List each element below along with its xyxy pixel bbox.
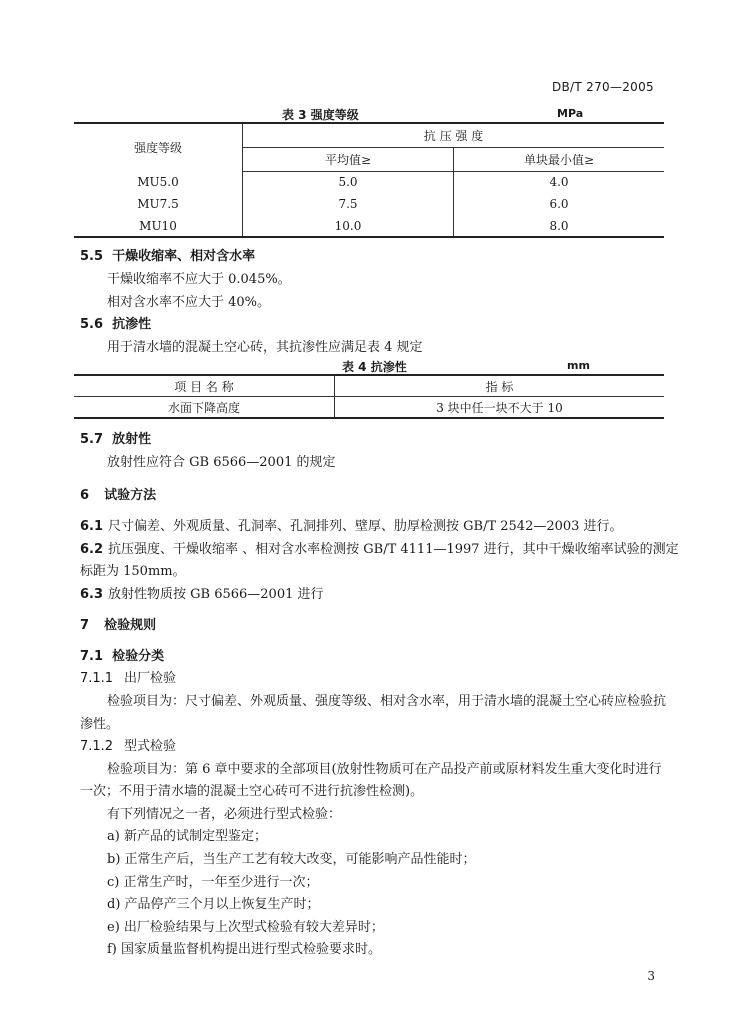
cell-grade: MU7.5 <box>74 193 243 215</box>
cell-grade: MU10 <box>74 215 243 237</box>
section-5-7-heading <box>80 428 151 447</box>
chapter-number: 6 <box>80 488 90 503</box>
cell-avg: 7.5 <box>243 193 454 215</box>
table3-unit: MPa <box>557 107 584 120</box>
clause-text: 抗压强度、干燥收缩率 、相对含水率检测按 GB/T 4111—1997 进行，其中干燥收缩率试验的测定 <box>108 542 679 557</box>
section-7-1-heading <box>80 645 164 664</box>
table-row <box>74 397 664 419</box>
clause-number: 6.2 <box>80 542 104 557</box>
section-title: 干燥收缩率、相对含水率 <box>112 249 256 264</box>
paragraph: 检验项目为：尺寸偏差、外观质量、强度等级、相对含水率，用于清水墙的混凝土空心砖应检验抗 <box>107 694 667 709</box>
cell-grade: MU5.0 <box>74 171 243 193</box>
paragraph: 渗性。 <box>80 717 120 732</box>
clause-number: 6.1 <box>80 519 104 534</box>
impermeability-table <box>74 374 664 419</box>
strength-grade-table <box>74 122 664 238</box>
cell-min: 8.0 <box>454 215 665 237</box>
paragraph: 有下列情况之一者，必须进行型式检验： <box>107 807 342 822</box>
cell-item: 水面下降高度 <box>167 400 240 415</box>
clause-number: 6.3 <box>80 587 104 602</box>
clause-text: 放射性物质按 GB 6566—2001 进行 <box>108 587 324 602</box>
clause-6-2-cont: 标距为 150mm。 <box>80 564 186 579</box>
list-item: d) 产品停产三个月以上恢复生产时； <box>107 897 320 912</box>
chapter-number: 7 <box>80 618 90 633</box>
section-number: 7.1.1 <box>80 671 114 686</box>
section-number: 5.7 <box>80 432 104 447</box>
section-7-1-2-heading <box>80 735 176 754</box>
page-number: 3 <box>647 969 655 983</box>
chapter-6-heading <box>80 484 156 503</box>
paragraph: 干燥收缩率不应大于 0.045%。 <box>107 272 291 287</box>
chapter-7-heading <box>80 614 156 633</box>
paragraph: 检验项目为：第 6 章中要求的全部项目(放射性物质可在产品投产前或原材料发生重大变化时进行 <box>107 762 662 777</box>
table-row <box>74 171 664 193</box>
section-title: 型式检验 <box>124 739 177 754</box>
cell-min: 4.0 <box>454 171 665 193</box>
clause-6-3 <box>80 583 324 602</box>
table3-caption: 表 3 强度等级 <box>282 108 359 122</box>
col-header-index: 指 标 <box>335 375 665 397</box>
paragraph: 相对含水率不应大于 40%。 <box>107 295 271 310</box>
list-item: f) 国家质量监督机构提出进行型式检验要求时。 <box>107 942 382 957</box>
section-title: 检验分类 <box>112 649 165 664</box>
paragraph: 一次；不用于清水墙的混凝土空心砖可不进行抗渗性检测)。 <box>80 784 424 799</box>
list-item: e) 出厂检验结果与上次型式检验有较大差异时； <box>107 920 384 935</box>
table-row <box>74 193 664 215</box>
cell-avg: 10.0 <box>243 215 454 237</box>
table4-unit: mm <box>567 359 590 372</box>
cell-index: 3 块中任一块不大于 10 <box>335 397 665 419</box>
section-title: 抗渗性 <box>112 317 152 332</box>
section-5-5-heading <box>80 245 255 264</box>
clause-6-1 <box>80 515 623 534</box>
section-number: 7.1 <box>80 649 104 664</box>
table4-caption: 表 4 抗渗性 <box>342 360 407 374</box>
document-code: DB/T 270—2005 <box>551 80 654 94</box>
col-header-min: 单块最小值≥ <box>454 147 665 171</box>
col-header-item: 项 目 名 称 <box>74 375 335 397</box>
clause-text: 尺寸偏差、外观质量、孔洞率、孔洞排列、壁厚、肋厚检测按 GB/T 2542—2003 进行。 <box>108 519 623 534</box>
section-number: 7.1.2 <box>80 739 114 754</box>
col-header-avg: 平均值≥ <box>243 147 454 171</box>
section-title: 放射性 <box>112 432 152 447</box>
cell-min: 6.0 <box>454 193 665 215</box>
paragraph: 放射性应符合 GB 6566—2001 的规定 <box>107 455 336 470</box>
col-header-grade: 强度等级 <box>74 123 243 171</box>
section-5-6-heading <box>80 313 151 332</box>
clause-6-2 <box>80 538 679 557</box>
section-title: 出厂检验 <box>124 671 177 686</box>
section-number: 5.5 <box>80 249 104 264</box>
section-number: 5.6 <box>80 317 104 332</box>
list-item: c) 正常生产时，一年至少进行一次； <box>107 875 319 890</box>
chapter-title: 检验规则 <box>104 618 157 633</box>
list-item: b) 正常生产后，当生产工艺有较大改变，可能影响产品性能时； <box>107 852 476 867</box>
cell-avg: 5.0 <box>243 171 454 193</box>
list-item: a) 新产品的试制定型鉴定； <box>107 829 267 844</box>
col-header-group: 抗 压 强 度 <box>243 123 665 147</box>
table-row <box>74 215 664 237</box>
chapter-title: 试验方法 <box>104 488 157 503</box>
section-7-1-1-heading <box>80 667 176 686</box>
paragraph: 用于清水墙的混凝土空心砖，其抗渗性应满足表 4 规定 <box>107 340 423 355</box>
